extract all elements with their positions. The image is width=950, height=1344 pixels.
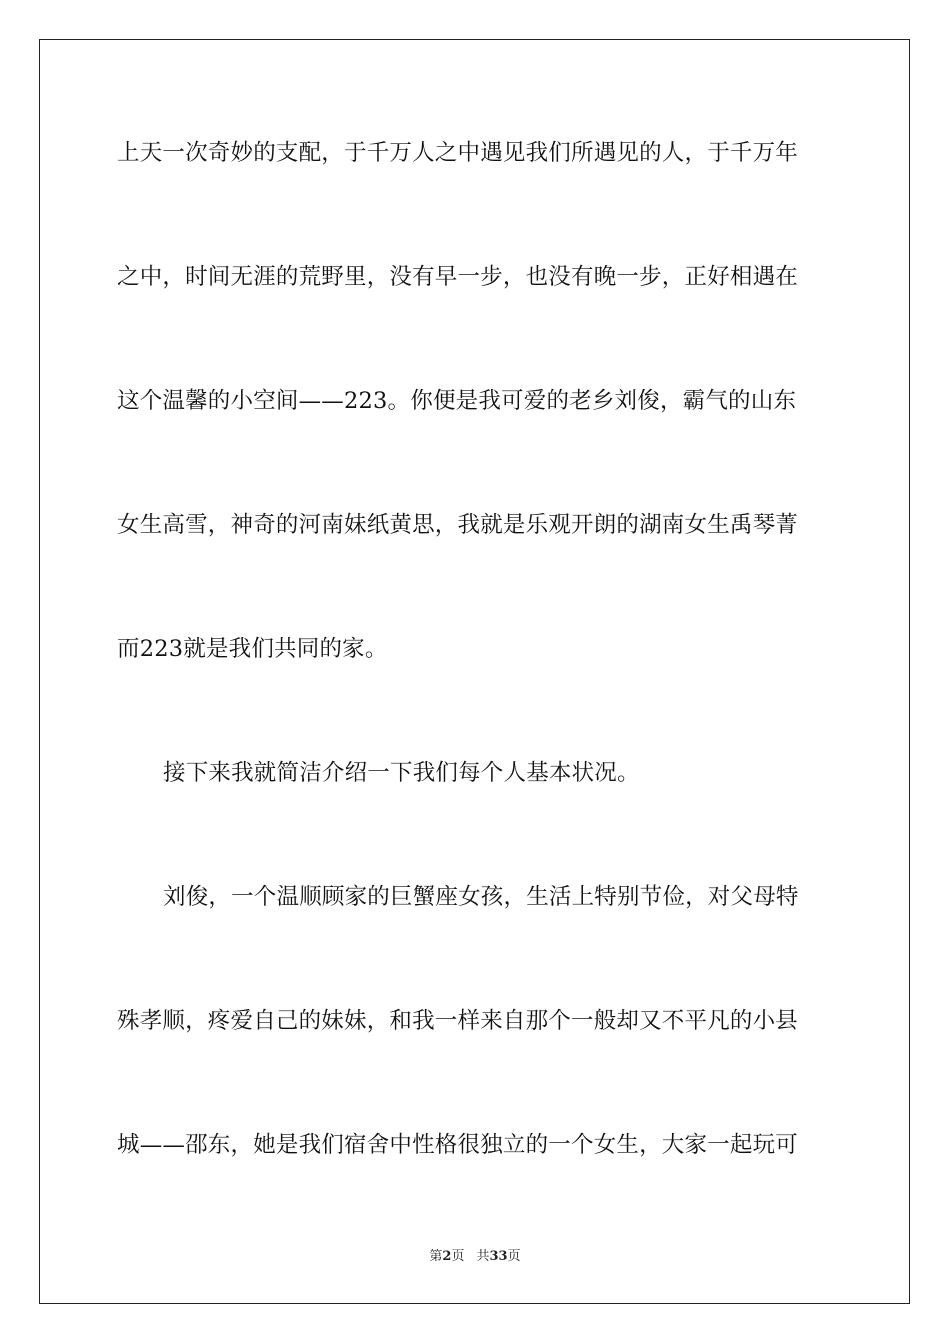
total-pages: 33 [489, 1249, 508, 1264]
body-line-2: 之中，时间无涯的荒野里，没有早一步，也没有晚一步，正好相遇在 [117, 264, 799, 290]
body-line-7: 刘俊，一个温顺顾家的巨蟹座女孩，生活上特别节俭，对父母特 [163, 884, 799, 910]
body-line-5: 而223就是我们共同的家。 [117, 636, 388, 662]
page-number: 2 [442, 1249, 452, 1264]
body-line-1: 上天一次奇妙的支配，于千万人之中遇见我们所遇见的人，于千万年 [117, 140, 799, 166]
body-line-4: 女生高雪，神奇的河南妹纸黄思，我就是乐观开朗的湖南女生禹琴菁 [117, 512, 799, 538]
body-line-9: 城——邵东，她是我们宿舍中性格很独立的一个女生，大家一起玩可 [117, 1132, 799, 1158]
page-prefix: 第 [429, 1249, 443, 1264]
total-prefix: 共 [476, 1249, 490, 1264]
page-footer [0, 1248, 950, 1266]
body-line-8: 殊孝顺，疼爱自己的妹妹，和我一样来自那个一般却又不平凡的小县 [117, 1008, 799, 1034]
page-frame [39, 39, 910, 1304]
total-suffix: 页 [507, 1249, 521, 1264]
body-line-6: 接下来我就简洁介绍一下我们每个人基本状况。 [163, 760, 640, 786]
body-line-3: 这个温馨的小空间——223。你便是我可爱的老乡刘俊，霸气的山东 [117, 388, 797, 414]
page-suffix: 页 [451, 1249, 465, 1264]
